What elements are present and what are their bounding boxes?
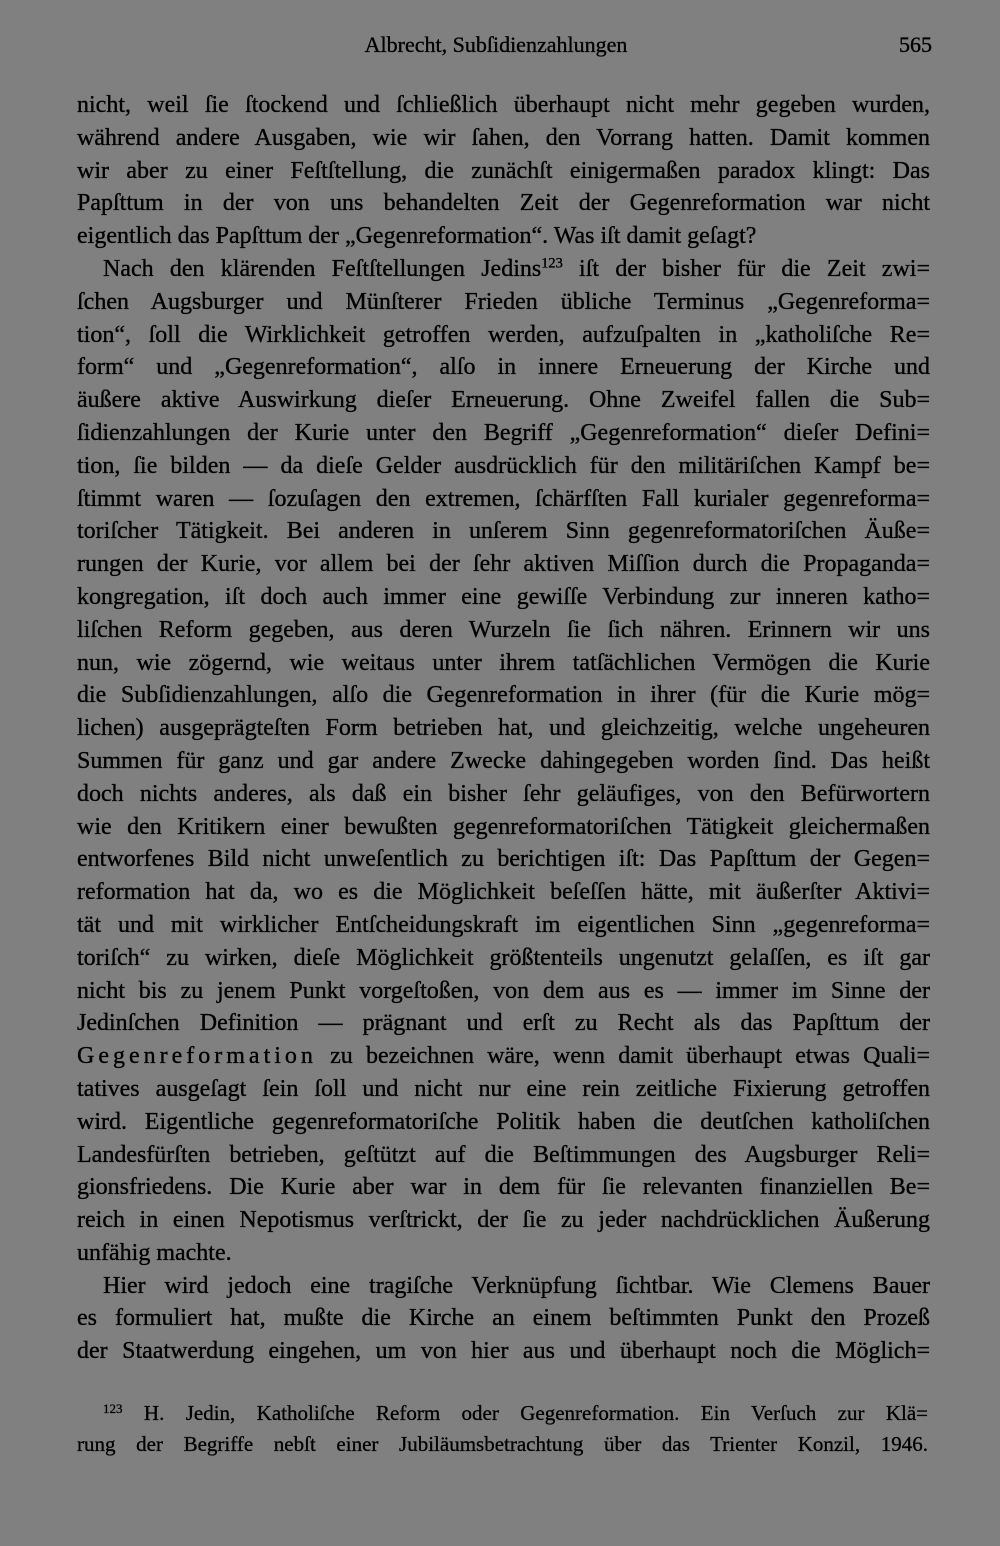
text-line: es formuliert hat, mußte die Kirche an einem beſtimmten Punkt den Prozeß bbox=[77, 1305, 930, 1332]
text-line: Summen für ganz und gar andere Zwecke dahingegeben worden ſind. Das heißt bbox=[77, 747, 930, 774]
text-line: doch nichts anderes, als daß ein bisher ſehr geläufiges, von den Befürwortern bbox=[77, 780, 930, 807]
text-line: tät und mit wirklicher Entſcheidungskraft im eigentlichen Sinn „gegenreforma= bbox=[77, 911, 930, 938]
page-number: 565 bbox=[899, 32, 932, 57]
text-line: rungen der Kurie, vor allem bei der ſehr aktiven Miſſion durch die Propaganda= bbox=[77, 551, 930, 578]
text-line: unfähig machte. bbox=[77, 1239, 232, 1266]
footnote-reference: 123 bbox=[541, 255, 563, 272]
text-line: die Subſidienzahlungen, alſo die Gegenreformation in ihrer (für die Kurie mög= bbox=[77, 682, 930, 709]
text-line: der Staatwerdung eingehen, um von hier aus und überhaupt noch die Möglich= bbox=[77, 1338, 930, 1365]
text-line bbox=[77, 1040, 930, 1073]
text-line: reich in einen Nepotismus verſtrickt, der ſie zu jeder nachdrücklichen Äußerung bbox=[77, 1207, 930, 1234]
text-line: lichen) ausgeprägteſten Form betrieben hat, und gleichzeitig, welche ungeheuren bbox=[77, 715, 930, 742]
text-line: kongregation, iſt doch auch immer eine gewiſſe Verbindung zur inneren katho= bbox=[77, 583, 930, 610]
text-line: tatives ausgeſagt ſein ſoll und nicht nur eine rein zeitliche Fixierung getroffen bbox=[77, 1075, 930, 1102]
text-line: nicht bis zu jenem Punkt vorgeſtoßen, von dem aus es — immer im Sinne der bbox=[77, 977, 930, 1004]
text-line: tion“, ſoll die Wirklichkeit getroffen werden, aufzuſpalten in „katholiſche Re= bbox=[77, 321, 930, 348]
text-segment: iſt der bisher für die Zeit zwi= bbox=[562, 255, 930, 282]
text-line: wird. Eigentliche gegenreformatoriſche Politik haben die deutſchen katholiſchen bbox=[77, 1108, 930, 1135]
text-line: nicht, weil ſie ſtockend und ſchließlich überhaupt nicht mehr gegeben wurden, bbox=[77, 92, 930, 118]
text-line: Papſttum in der von uns behandelten Zeit der Gegenreformation war nicht bbox=[77, 190, 930, 217]
text-line: reformation hat da, wo es die Möglichkeit beſeſſen hätte, mit äußerſter Aktivi= bbox=[77, 879, 930, 906]
text-segment: zu bezeichnen wäre, wenn damit überhaupt etwas Quali= bbox=[316, 1043, 930, 1070]
text-line: wie den Kritikern einer bewußten gegenreformatoriſchen Tätigkeit gleichermaßen bbox=[77, 813, 930, 840]
running-head: Albrecht, Subſidienzahlungen bbox=[364, 32, 628, 57]
body-text bbox=[77, 89, 930, 1368]
text-line: ſidienzahlungen der Kurie unter den Begriff „Gegenreformation“ dieſer Defini= bbox=[77, 419, 930, 446]
text-line: toriſch“ zu wirken, dieſe Möglichkeit größtenteils ungenutzt gelaſſen, es iſt gar bbox=[77, 944, 930, 971]
paragraph bbox=[77, 89, 930, 253]
footnote-line bbox=[77, 1398, 928, 1429]
text-line: eigentlich das Papſttum der „Gegenreformation“. Was iſt damit geſagt? bbox=[77, 223, 757, 250]
text-line: wir aber zu einer Feſtſtellung, die zunächſt einigermaßen paradox klingt: Das bbox=[77, 157, 930, 184]
text-line: Jedinſchen Definition — prägnant und erſt zu Recht als das Papſttum der bbox=[77, 1010, 930, 1037]
text-line: äußere aktive Auswirkung dieſer Erneuerung. Ohne Zweifel fallen die Sub= bbox=[77, 387, 930, 414]
text-line: toriſcher Tätigkeit. Bei anderen in unſerem Sinn gegenreformatoriſchen Äuße= bbox=[77, 518, 930, 545]
text-line: entworfenes Bild nicht unweſentlich zu berichtigen iſt: Das Papſttum der Gegen= bbox=[77, 846, 930, 873]
text-line: während andere Ausgaben, wie wir ſahen, den Vorrang hatten. Damit kommen bbox=[77, 124, 930, 151]
footnote-line: rung der Begriffe nebſt einer Jubiläumsbetrachtung über das Trienter Konzil, 1946. bbox=[77, 1432, 928, 1456]
text-line: form“ und „Gegenreformation“, alſo in innere Erneuerung der Kirche und bbox=[77, 354, 930, 381]
footnote-text: H. Jedin, Katholiſche Reform oder Gegenreformation. Ein Verſuch zur Klä= bbox=[143, 1401, 929, 1425]
footnote bbox=[77, 1398, 928, 1460]
text-line: Landesfürſten betrieben, geſtützt auf die Beſtimmungen des Augsburger Reli= bbox=[77, 1141, 930, 1168]
text-line: ſtimmt waren — ſozuſagen den extremen, ſchärfſten Fall kurialer gegenreforma= bbox=[77, 485, 930, 512]
footnote-marker: 123 bbox=[103, 1400, 123, 1416]
text-line: gionsfriedens. Die Kurie aber war in dem für ſie relevanten finanziellen Be= bbox=[77, 1174, 930, 1201]
text-line: liſchen Reform gegeben, aus deren Wurzeln ſie ſich nähren. Erinnern wir uns bbox=[77, 616, 930, 643]
text-line: ſchen Augsburger und Münſterer Frieden übliche Terminus „Gegenreforma= bbox=[77, 288, 930, 315]
text-line: nun, wie zögernd, wie weitaus unter ihrem tatſächlichen Vermögen die Kurie bbox=[77, 649, 930, 676]
paragraph bbox=[77, 253, 930, 1270]
text-line: tion, ſie bilden — da dieſe Gelder ausdrücklich für den militäriſchen Kampf be= bbox=[77, 452, 930, 479]
text-line: Hier wird jedoch eine tragiſche Verknüpfung ſichtbar. Wie Clemens Bauer bbox=[103, 1272, 930, 1299]
text-segment: Nach den klärenden Feſtſtellungen Jedins bbox=[103, 255, 542, 282]
paragraph bbox=[77, 1270, 930, 1368]
text-line bbox=[77, 253, 930, 286]
emphasized-word: Gegenreformation bbox=[77, 1043, 317, 1070]
